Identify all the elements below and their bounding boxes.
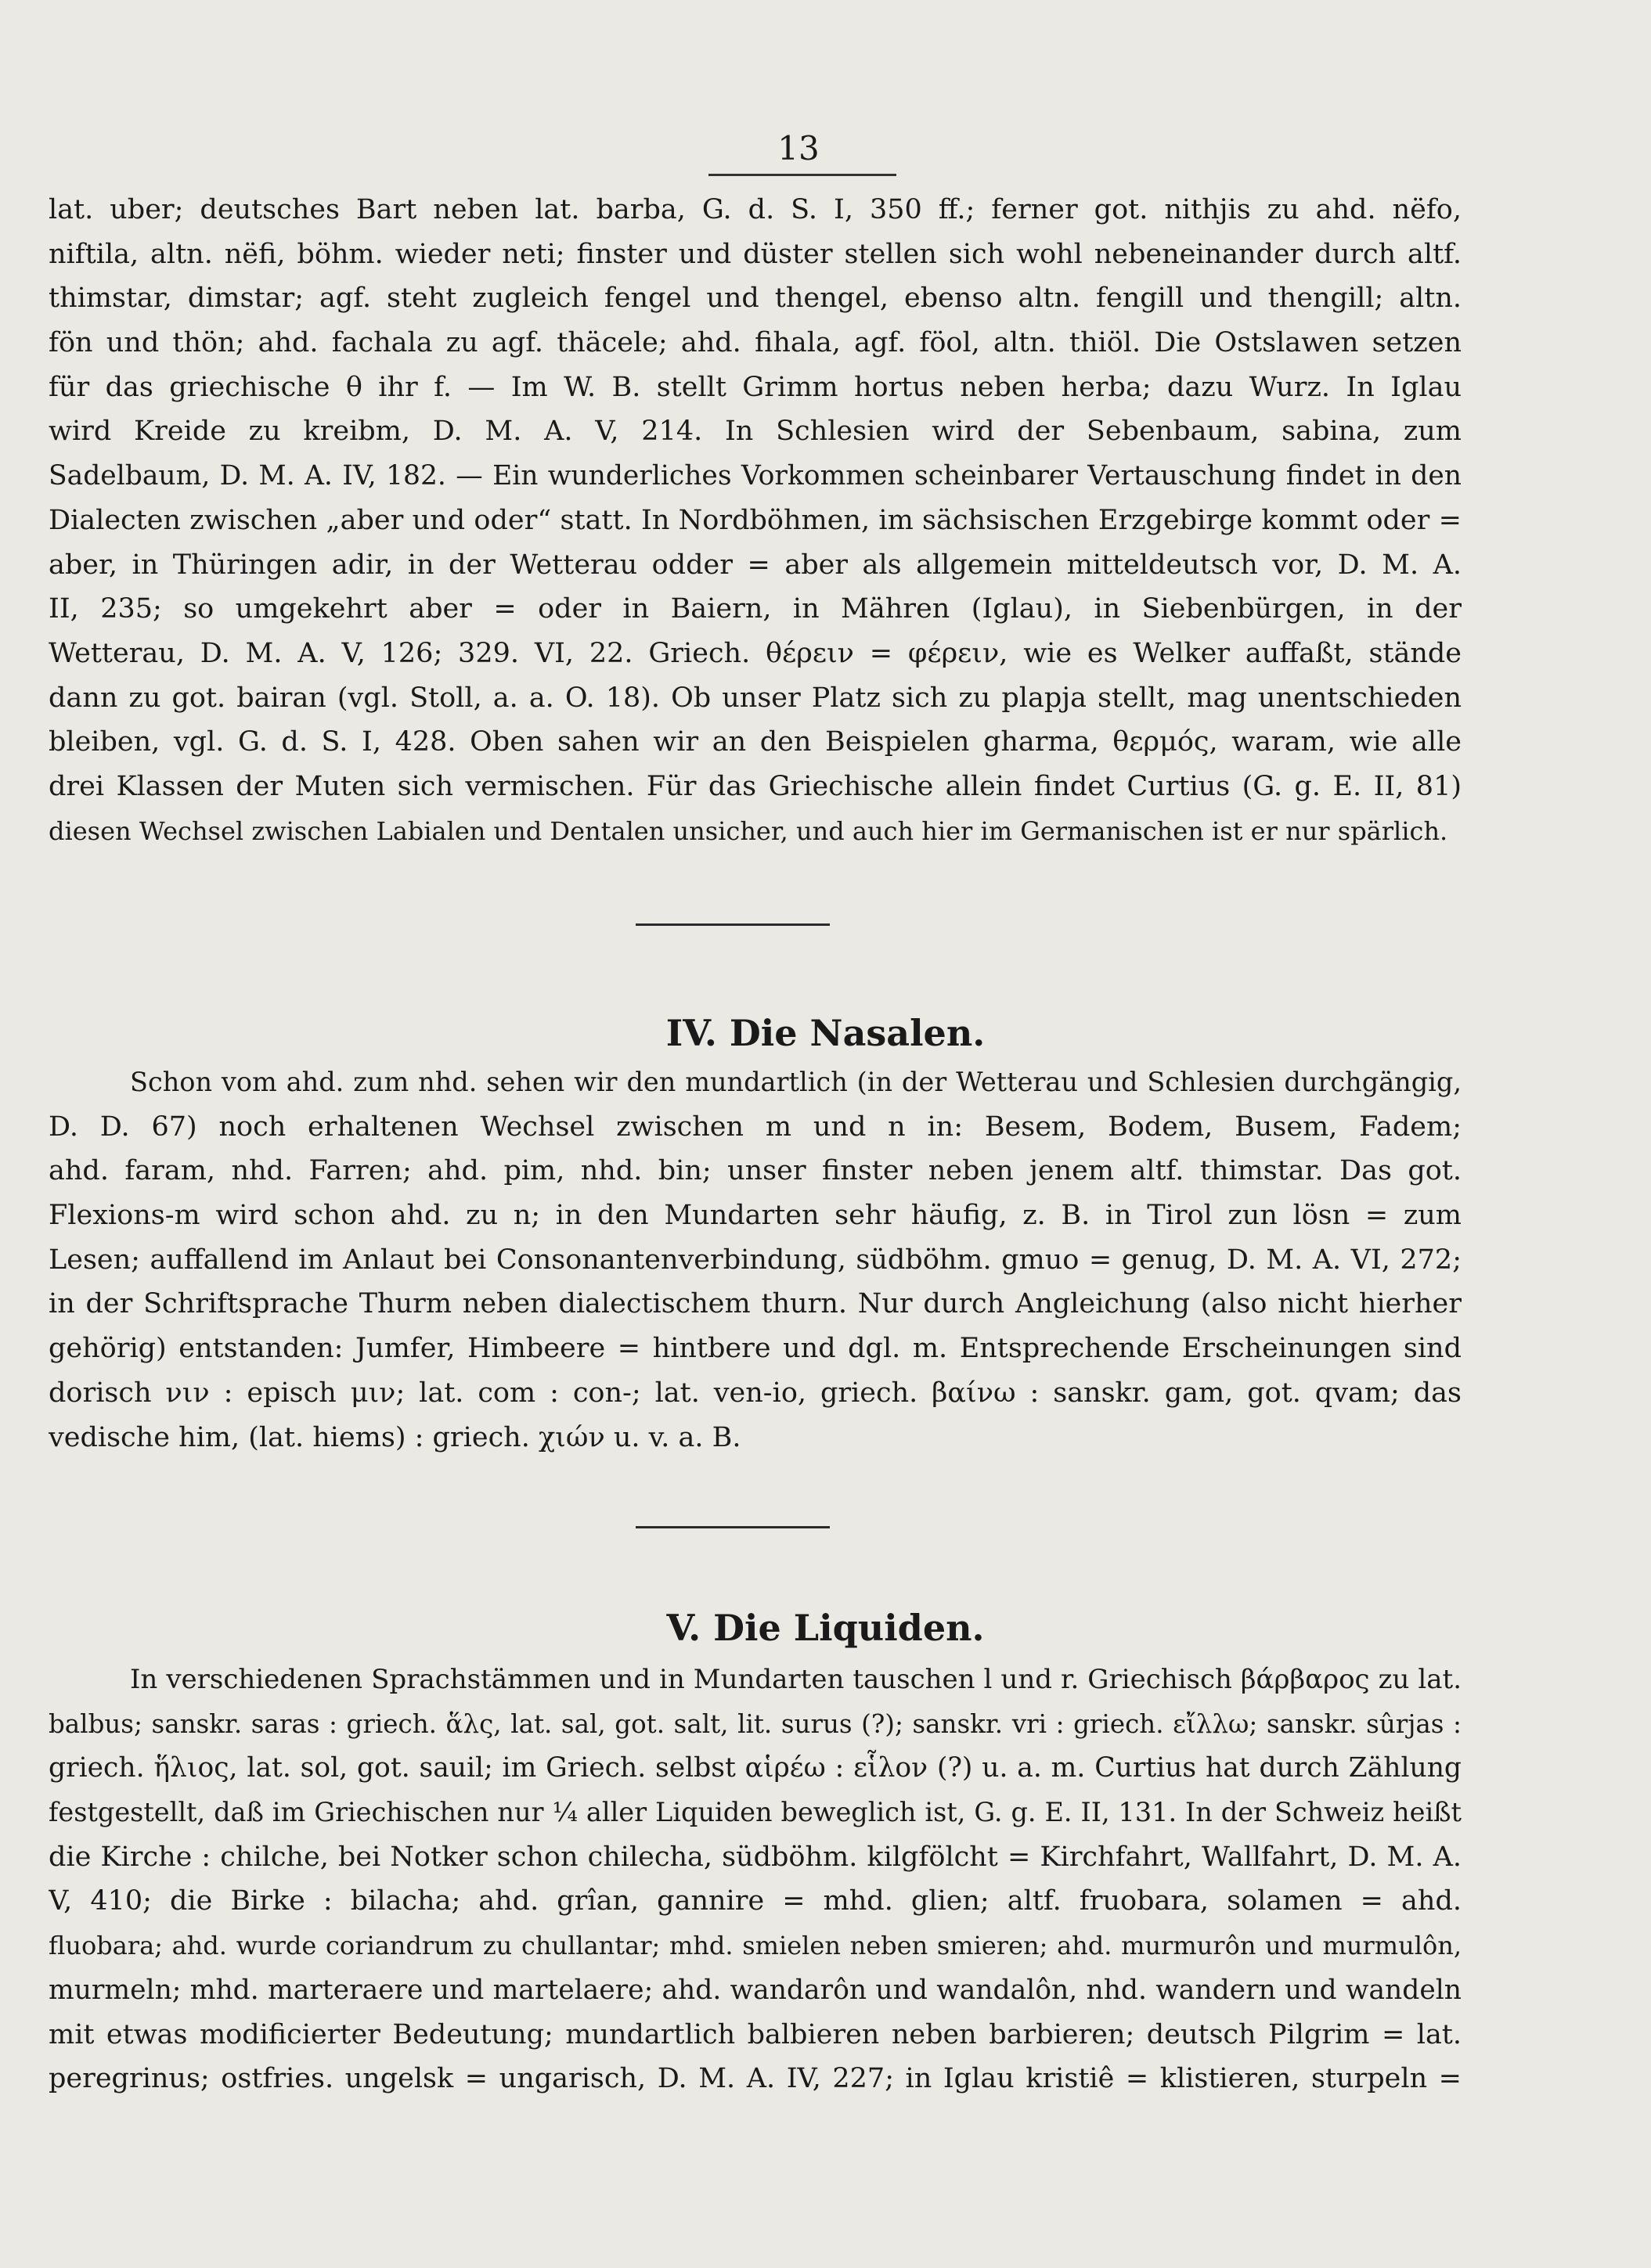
text-line: dorisch νιν : episch μιν; lat. com : con-; lat. ven-io, griech. βαίνω : sanskr. gam, got. qvam; das [49,1377,1462,1409]
section-divider [636,923,830,926]
text-line: in der Schriftsprache Thurm neben dialectischem thurn. Nur durch Angleichung (also nicht hierher [49,1288,1462,1320]
text-line: Wetterau, D. M. A. V, 126; 329. VI, 22. Griech. θέρειν = φέρειν, wie es Welker auffaßt, stände [49,637,1462,669]
paragraph-continuation [49,188,1462,853]
text-line: II, 235; so umgekehrt aber = oder in Baiern, in Mähren (Iglau), in Siebenbürgen, in der [49,593,1462,625]
text-line: bleiben, vgl. G. d. S. I, 428. Oben sahen wir an den Beispielen gharma, θερμός, waram, wie alle [49,726,1462,758]
text-line: mit etwas modificierter Bedeutung; mundartlich balbieren neben barbieren; deutsch Pilgrim = lat. [49,2018,1462,2050]
text-line: lat. uber; deutsches Bart neben lat. barba, G. d. S. I, 350 ff.; ferner got. nithjis zu ahd. nëfo, [49,194,1462,225]
text-line: griech. ἥλιος, lat. sol, got. sauil; im Griech. selbst αἱρέω : εἷλον (?) u. a. m. Curtius hat durch Zählung [49,1752,1462,1784]
section-body-liquiden [49,1658,1462,2101]
text-line: wird Kreide zu kreibm, D. M. A. V, 214. In Schlesien wird der Sebenbaum, sabina, zum [49,416,1462,448]
section-divider [636,1526,830,1528]
text-line: drei Klassen der Muten sich vermischen. Für das Griechische allein findet Curtius (G. g. E. II, 81) [49,770,1462,802]
text-line: V, 410; die Birke : bilacha; ahd. grîan, gannire = mhd. glien; altf. fruobara, solamen = ahd. [49,1885,1462,1917]
text-line: Sadelbaum, D. M. A. IV, 182. — Ein wunderliches Vorkommen scheinbarer Vertauschung findet in den [49,460,1462,492]
text-line: Schon vom ahd. zum nhd. sehen wir den mundartlich (in der Wetterau und Schlesien durchgängig, [130,1067,1462,1097]
text-line: festgestellt, daß im Griechischen nur ¼ aller Liquiden beweglich ist, G. g. E. II, 131. In der Schweiz heißt [49,1797,1462,1828]
text-line: für das griechische θ ihr f. — Im W. B. stellt Grimm hortus neben herba; dazu Wurz. In Iglau [49,371,1462,403]
text-line: murmeln; mhd. marteraere und martelaere; ahd. wandarôn und wandalôn, nhd. wandern und wandeln [49,1974,1462,2006]
text-line: D. D. 67) noch erhaltenen Wechsel zwischen m und n in: Besem, Bodem, Busem, Fadem; [49,1111,1462,1143]
text-line: vedische him, (lat. hiems) : griech. χιών u. v. a. B. [49,1421,741,1453]
text-line: diesen Wechsel zwischen Labialen und Dentalen unsicher, und auch hier im Germanischen ist er nur spärlich. [49,815,1448,846]
text-line: In verschiedenen Sprachstämmen und in Mundarten tauschen l und r. Griechisch βάρβαρος zu lat. [130,1664,1462,1695]
text-line: die Kirche : chilche, bei Notker schon chilecha, südböhm. kilgfölcht = Kirchfahrt, Wallfahrt, D. M. A. [49,1841,1462,1873]
text-line: thimstar, dimstar; agf. steht zugleich fengel und thengel, ebenso altn. fengill und thengill; altn. [49,283,1462,315]
section-heading-nasalen: IV. Die Nasalen. [665,1012,986,1054]
text-line: ahd. faram, nhd. Farren; ahd. pim, nhd. bin; unser finster neben jenem altf. thimstar. Das got. [49,1155,1462,1187]
text-line: peregrinus; ostfries. ungelsk = ungarisch, D. M. A. IV, 227; in Iglau kristiê = klistieren, sturpeln = [49,2063,1462,2095]
text-line: dann zu got. bairan (vgl. Stoll, a. a. O. 18). Ob unser Platz sich zu plapja stellt, mag unentschieden [49,682,1462,714]
text-line: fluobara; ahd. wurde coriandrum zu chullantar; mhd. smielen neben smieren; ahd. murmurôn und murmulôn, [49,1931,1462,1961]
section-heading-liquiden: V. Die Liquiden. [666,1607,985,1649]
section-body-nasalen [49,1060,1462,1460]
text-line: Flexions-m wird schon ahd. zu n; in den Mundarten sehr häufig, z. B. in Tirol zun lösn = zum [49,1200,1462,1232]
text-line: fön und thön; ahd. fachala zu agf. thäcele; ahd. fihala, agf. föol, altn. thiöl. Die Ostslawen setzen [49,327,1462,359]
text-line: niftila, altn. nëfi, böhm. wieder neti; finster und düster stellen sich wohl nebeneinander durch altf. [49,238,1462,270]
page-number: 13 [777,129,820,167]
text-line: aber, in Thüringen adir, in der Wetterau odder = aber als allgemein mitteldeutsch vor, D. M. A. [49,549,1462,581]
text-line: balbus; sanskr. saras : griech. ἅλς, lat. sal, got. salt, lit. surus (?); sanskr. vri : griech. εἴλλω; sanskr. sûrjas : [49,1708,1462,1739]
text-line: Lesen; auffallend im Anlaut bei Consonantenverbindung, südböhm. gmuo = genug, D. M. A. VI, 272; [49,1244,1462,1276]
text-line: Dialecten zwischen „aber und oder“ statt. In Nordböhmen, im sächsischen Erzgebirge kommt oder = [49,504,1462,536]
page-number-rule [708,174,896,176]
text-line: gehörig) entstanden: Jumfer, Himbeere = hintbere und dgl. m. Entsprechende Erscheinungen sind [49,1333,1462,1365]
